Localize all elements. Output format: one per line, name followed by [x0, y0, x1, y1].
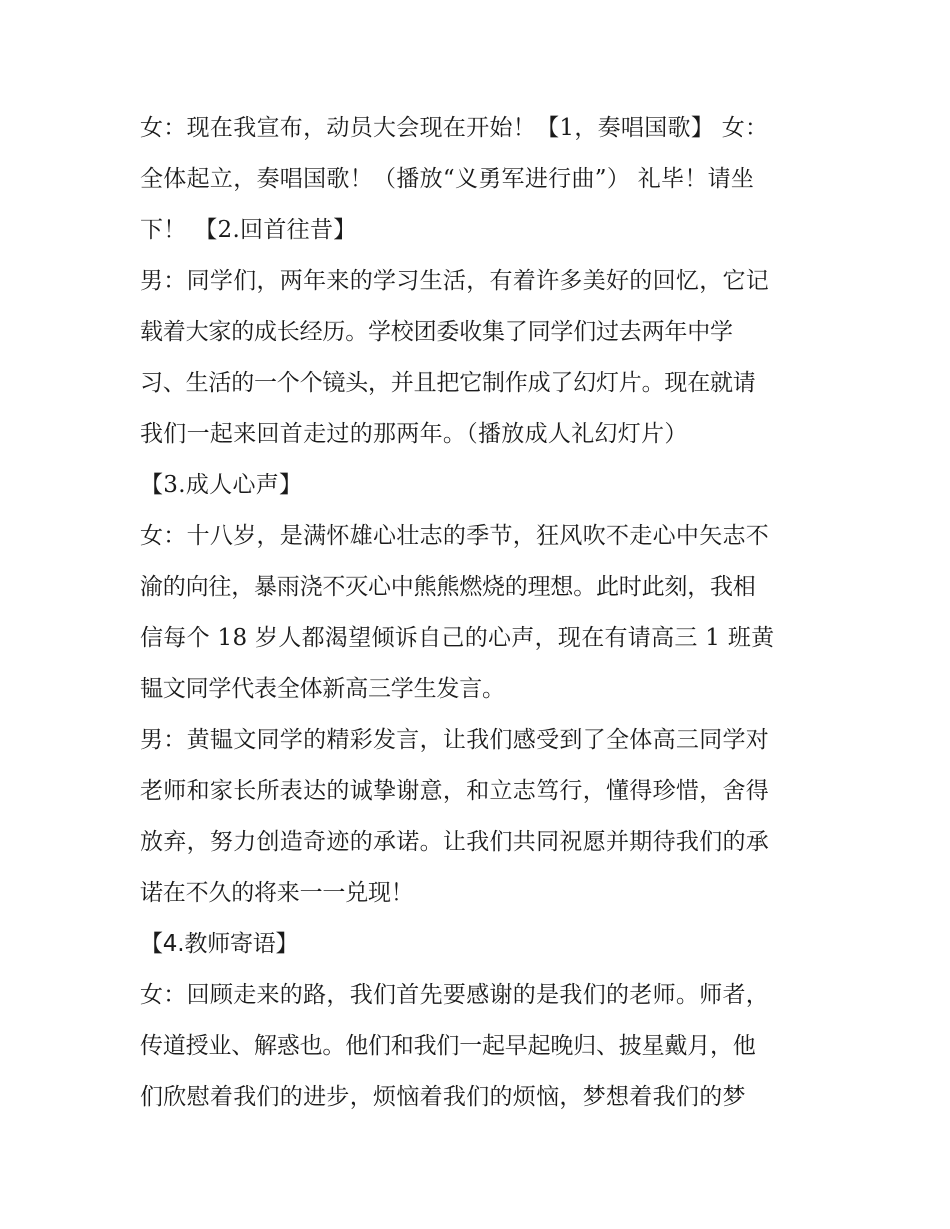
text-line: 女：十八岁，是满怀雄心壮志的季节，狂风吹不走心中矢志不	[140, 523, 770, 549]
text-line: 传道授业、解惑也。他们和我们一起早起晚归、披星戴月，他	[140, 1033, 756, 1059]
text-line: 女：回顾走来的路，我们首先要感谢的是我们的老师。师者，	[140, 982, 770, 1008]
text-line: 男：黄韫文同学的精彩发言，让我们感受到了全体高三同学对	[140, 727, 770, 753]
text-line: 男：同学们，两年来的学习生活，有着许多美好的回忆，它记	[140, 268, 770, 294]
text-line: 放弃，努力创造奇迹的承诺。让我们共同祝愿并期待我们的承	[140, 829, 770, 855]
text-line: 们欣慰着我们的进步，烦恼着我们的烦恼，梦想着我们的梦	[140, 1084, 746, 1110]
text-line: 下！ 【2.回首往昔】	[140, 217, 357, 243]
text-line: 女：现在我宣布，动员大会现在开始！【1，奏唱国歌】 女：	[140, 115, 769, 141]
text-line: 渝的向往，暴雨浇不灭心中熊熊燃烧的理想。此时此刻，我相	[140, 574, 756, 600]
text-line: 诺在不久的将来一一兑现！	[140, 880, 414, 906]
text-line: 载着大家的成长经历。学校团委收集了同学们过去两年中学	[140, 319, 733, 345]
document-body	[140, 103, 820, 1123]
text-line: 老师和家长所表达的诚挚谢意，和立志笃行，懂得珍惜，舍得	[140, 778, 770, 804]
text-line: 我们一起来回首走过的那两年。（播放成人礼幻灯片）	[140, 421, 688, 447]
text-line: 韫文同学代表全体新高三学生发言。	[140, 676, 505, 702]
section-heading: 【4.教师寄语】	[140, 931, 299, 957]
text-line: 习、生活的一个个镜头，并且把它制作成了幻灯片。现在就请	[140, 370, 756, 396]
section-heading: 【3.成人心声】	[140, 472, 303, 498]
text-line: 全体起立，奏唱国歌！（播放“义勇军进行曲”） 礼毕！请坐	[140, 166, 755, 192]
text-line: 信每个 18 岁人都渴望倾诉自己的心声，现在有请高三 1 班黄	[140, 625, 775, 651]
